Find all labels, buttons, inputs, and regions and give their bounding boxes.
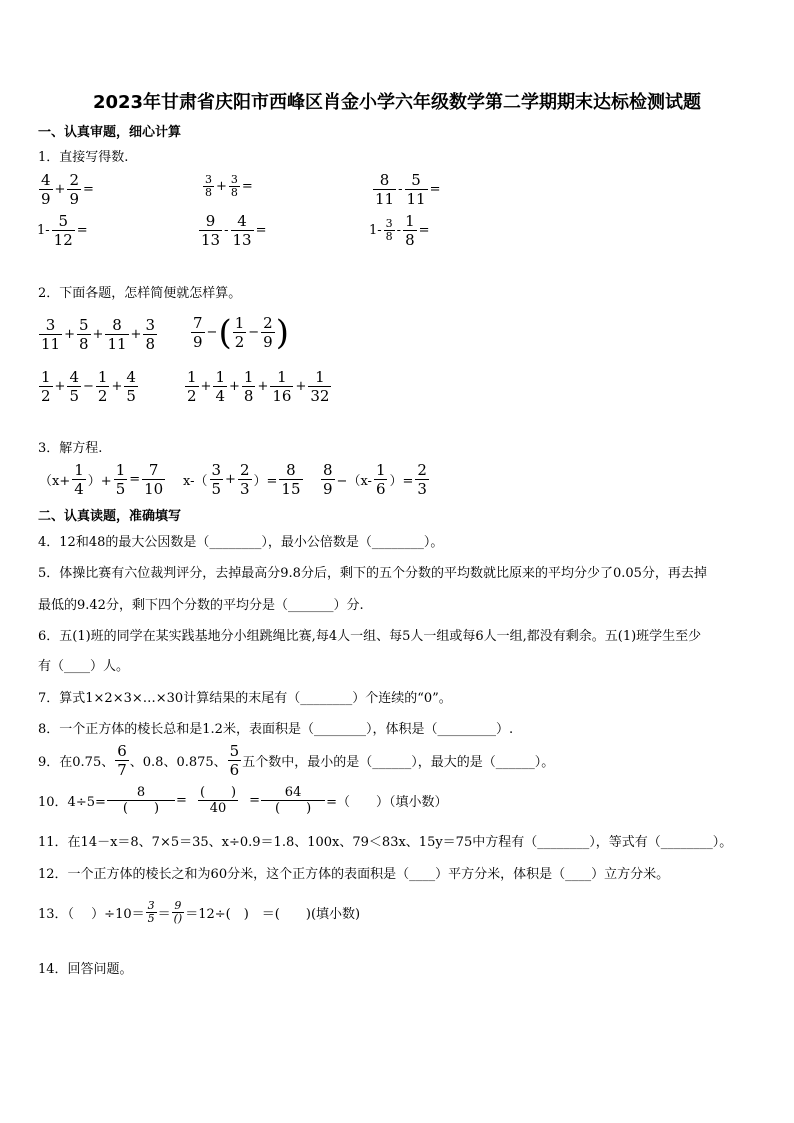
q6-line-2: 有（____）人。: [38, 659, 130, 674]
q1-item-1: $\frac{4}{9}$ + $\frac{2}{9}$ =: [41, 171, 94, 208]
q7: 7．算式1×2×3×…×30计算结果的末尾有（________）个连续的“0”。: [38, 691, 452, 706]
q1-item-3: $\frac{8}{11}$ - $\frac{5}{11}$ =: [375, 171, 441, 208]
q8: 8．一个正方体的棱长总和是1.2米，表面积是（________），体积是（_________）.: [38, 722, 514, 737]
q3-equation-2: x-（ $\frac{3}{5}$ + $\frac{2}{3}$ ）= $\frac{8}{15}$: [183, 461, 301, 498]
q5-line-2: 最低的9.42分，剩下四个分数的平均分是（_______）分.: [38, 598, 364, 613]
q1-item-6: 1- $\frac{3}{8}$ - $\frac{1}{8}$ =: [369, 212, 430, 249]
q1-item-5: $\frac{9}{13}$ - $\frac{4}{13}$ =: [201, 212, 267, 249]
q1-item-2: $\frac{3}{8}$ + $\frac{3}{8}$ =: [205, 173, 253, 199]
q6-line-1: 6．五(1)班的同学在某实践基地分小组跳绳比赛,每4人一组、每5人一组或每6人一组,都没有剩余。五(1)班学生至少: [38, 629, 702, 644]
q2-expr-1: $\frac{3}{11}$ + $\frac{5}{8}$ + $\frac{8}{11}$ + $\frac{3}{8}$: [41, 316, 155, 353]
q14: 14．回答问题。: [38, 962, 133, 977]
q13: 13．（ ）÷10＝ $\frac{3}{5}$ ＝ $\frac{9}{()}$ ＝12÷( ) ＝( )(填小数): [38, 899, 361, 925]
q12: 12．一个正方体的棱长之和为60分米，这个正方体的表面积是（____）平方分米，体积是（____）立方分米。: [38, 867, 670, 882]
section-2-heading: 二、认真读题，准确填写: [38, 509, 182, 524]
q2-expr-4: $\frac{1}{2}$ + $\frac{1}{4}$ + $\frac{1}{8}$ + $\frac{1}{16}$ + $\frac{1}{32}$: [187, 368, 330, 405]
q11: 11．在14－x＝8、7×5＝35、x÷0.9＝1.8、100x、79＜83x、15y＝75中方程有（________），等式有（________）。: [38, 835, 733, 850]
q10: 10．4÷5= $\frac{8}{( )}$ = $\frac{( )}{40}$ = $\frac{64}{( )}$ =（ ）（填小数）: [38, 785, 448, 816]
q2-label: 2．下面各题，怎样简便就怎样算。: [38, 286, 242, 301]
q1-item-4: 1- $\frac{5}{12}$ =: [37, 212, 88, 249]
q5-line-1: 5．体操比赛有六位裁判评分，去掉最高分9.8分后，剩下的五个分数的平均数就比原来的平均分少了0.05分，再去掉: [38, 566, 707, 581]
q2-expr-3: $\frac{1}{2}$ + $\frac{4}{5}$ − $\frac{1}{2}$ + $\frac{4}{5}$: [41, 368, 136, 405]
q9: 9．在0.75、 $\frac{6}{7}$ 、0.8、0.875、 $\frac{5}{6}$ 五个数中，最小的是（______），最大的是（______）。: [38, 742, 555, 779]
section-1-heading: 一、认真审题，细心计算: [38, 125, 182, 140]
q1-label: 1．直接写得数.: [38, 150, 129, 165]
page-title: 2023年甘肃省庆阳市西峰区肖金小学六年级数学第二学期期末达标检测试题: [92, 92, 702, 113]
q2-expr-2: $\frac{7}{9}$ − ( $\frac{1}{2}$ − $\frac{2}{9}$ ): [193, 312, 289, 353]
q3-label: 3．解方程.: [38, 441, 103, 456]
q3-equation-3: $\frac{8}{9}$ −（x- $\frac{1}{6}$ ）= $\frac{2}{3}$: [323, 461, 427, 498]
q3-equation-1: （x+ $\frac{1}{4}$ ）+ $\frac{1}{5}$ = $\frac{7}{10}$: [39, 461, 164, 498]
q4: 4．12和48的最大公因数是（________），最小公倍数是（________）。: [38, 535, 444, 550]
